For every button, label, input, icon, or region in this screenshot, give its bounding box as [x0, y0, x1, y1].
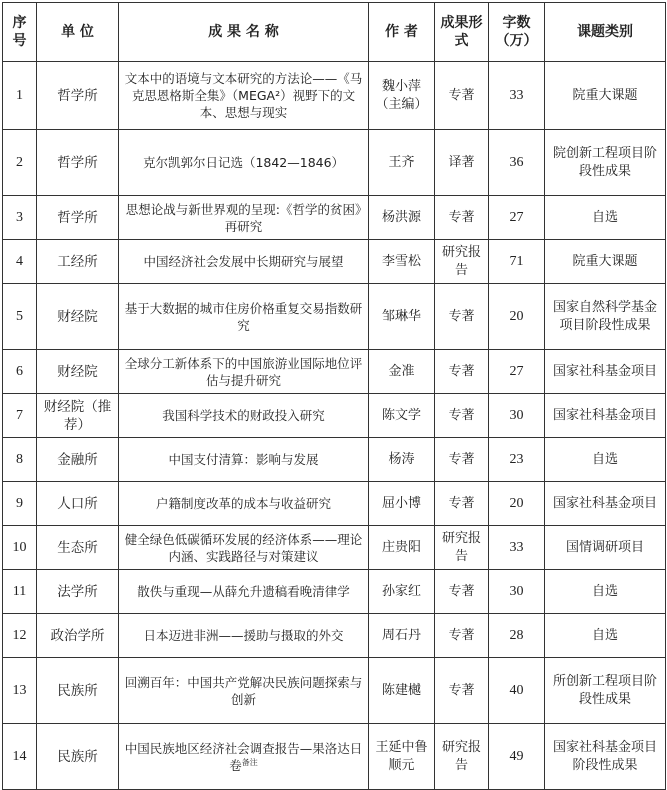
- row-author: 王延中鲁顺元: [369, 724, 435, 790]
- row-form: 译著: [435, 130, 489, 196]
- row-unit: 财经院: [37, 350, 119, 394]
- row-author: 杨洪源: [369, 196, 435, 240]
- row-title: 克尔凯郭尔日记选（1842—1846）: [119, 130, 369, 196]
- table-row: [3, 350, 666, 394]
- row-title: 我国科学技术的财政投入研究: [119, 394, 369, 438]
- row-number: 2: [3, 130, 37, 196]
- row-category: 院重大课题: [545, 62, 666, 130]
- row-category: 自选: [545, 196, 666, 240]
- row-number: 5: [3, 284, 37, 350]
- row-category: 自选: [545, 570, 666, 614]
- row-author: 杨涛: [369, 438, 435, 482]
- row-author: 孙家红: [369, 570, 435, 614]
- results-table: [2, 2, 666, 790]
- row-unit: 哲学所: [37, 196, 119, 240]
- row-form: 专著: [435, 62, 489, 130]
- row-number: 7: [3, 394, 37, 438]
- table-row: [3, 196, 666, 240]
- table-row: [3, 614, 666, 658]
- row-number: 9: [3, 482, 37, 526]
- header-unit: 单 位: [37, 3, 119, 62]
- table-row: [3, 724, 666, 790]
- row-category: 自选: [545, 614, 666, 658]
- row-title: 回溯百年：中国共产党解决民族问题探索与创新: [119, 658, 369, 724]
- table-row: [3, 438, 666, 482]
- row-unit: 金融所: [37, 438, 119, 482]
- row-unit: 生态所: [37, 526, 119, 570]
- row-words: 30: [489, 394, 545, 438]
- row-words: 71: [489, 240, 545, 284]
- row-unit: 工经所: [37, 240, 119, 284]
- row-words: 28: [489, 614, 545, 658]
- row-title: 基于大数据的城市住房价格重复交易指数研究: [119, 284, 369, 350]
- row-category: 国家社科基金项目: [545, 482, 666, 526]
- row-form: 研究报告: [435, 724, 489, 790]
- table-row: [3, 240, 666, 284]
- row-category: 国家自然科学基金项目阶段性成果: [545, 284, 666, 350]
- table-row: [3, 482, 666, 526]
- row-author: 金准: [369, 350, 435, 394]
- row-form: 专著: [435, 570, 489, 614]
- row-title: 健全绿色低碳循环发展的经济体系——理论内涵、实践路径与对策建议: [119, 526, 369, 570]
- row-number: 4: [3, 240, 37, 284]
- row-words: 49: [489, 724, 545, 790]
- table-row: [3, 130, 666, 196]
- row-number: 1: [3, 62, 37, 130]
- row-words: 40: [489, 658, 545, 724]
- row-author: 庄贵阳: [369, 526, 435, 570]
- table-row: [3, 658, 666, 724]
- row-category: 院重大课题: [545, 240, 666, 284]
- row-category: 国家社科基金项目阶段性成果: [545, 724, 666, 790]
- table-row: [3, 284, 666, 350]
- row-unit: 民族所: [37, 658, 119, 724]
- row-title: [119, 724, 369, 790]
- row-title: 中国经济社会发展中长期研究与展望: [119, 240, 369, 284]
- row-title: 户籍制度改革的成本与收益研究: [119, 482, 369, 526]
- row-author: 魏小萍（主编）: [369, 62, 435, 130]
- row-form: 研究报告: [435, 240, 489, 284]
- row-title: 全球分工新体系下的中国旅游业国际地位评估与提升研究: [119, 350, 369, 394]
- row-words: 20: [489, 284, 545, 350]
- row-number: 6: [3, 350, 37, 394]
- row-form: 专著: [435, 438, 489, 482]
- row-category: 所创新工程项目阶段性成果: [545, 658, 666, 724]
- row-unit: 财经院: [37, 284, 119, 350]
- header-form: 成果形式: [435, 3, 489, 62]
- row-number: 8: [3, 438, 37, 482]
- row-form: 专著: [435, 614, 489, 658]
- row-title: 中国支付清算：影响与发展: [119, 438, 369, 482]
- table-row: [3, 394, 666, 438]
- header-row: [3, 3, 666, 62]
- table-row: [3, 526, 666, 570]
- row-number: 3: [3, 196, 37, 240]
- row-author: 陈文学: [369, 394, 435, 438]
- row-unit: 法学所: [37, 570, 119, 614]
- row-category: 国家社科基金项目: [545, 394, 666, 438]
- row-words: 33: [489, 526, 545, 570]
- row-category: 自选: [545, 438, 666, 482]
- row-unit: 哲学所: [37, 130, 119, 196]
- row-form: 研究报告: [435, 526, 489, 570]
- table-row: [3, 62, 666, 130]
- row-number: 13: [3, 658, 37, 724]
- row-words: 36: [489, 130, 545, 196]
- row-category: 院创新工程项目阶段性成果: [545, 130, 666, 196]
- row-words: 27: [489, 196, 545, 240]
- row-category: 国情调研项目: [545, 526, 666, 570]
- table-row: [3, 570, 666, 614]
- row-title-text: 中国民族地区经济社会调查报告—果洛达日卷: [124, 740, 363, 773]
- row-unit: 政治学所: [37, 614, 119, 658]
- header-author: 作 者: [369, 3, 435, 62]
- row-author: 邹琳华: [369, 284, 435, 350]
- row-number: 10: [3, 526, 37, 570]
- row-title: 散佚与重现—从薛允升遗稿看晚清律学: [119, 570, 369, 614]
- row-words: 27: [489, 350, 545, 394]
- row-unit: 民族所: [37, 724, 119, 790]
- row-form: 专著: [435, 284, 489, 350]
- row-form: 专著: [435, 394, 489, 438]
- row-unit: 人口所: [37, 482, 119, 526]
- row-number: 14: [3, 724, 37, 790]
- row-author: 王齐: [369, 130, 435, 196]
- row-unit: 财经院（推荐）: [37, 394, 119, 438]
- row-author: 周石丹: [369, 614, 435, 658]
- row-author: 屈小博: [369, 482, 435, 526]
- header-title: 成 果 名 称: [119, 3, 369, 62]
- row-author: 陈建樾: [369, 658, 435, 724]
- row-title: 文本中的语境与文本研究的方法论——《马克思恩格斯全集》（MEGA²）视野下的文本、思想与现实: [119, 62, 369, 130]
- row-title: 思想论战与新世界观的呈现:《哲学的贫困》再研究: [119, 196, 369, 240]
- row-unit: 哲学所: [37, 62, 119, 130]
- row-title-note: 备注: [241, 757, 258, 767]
- row-title: 日本迈进非洲——援助与摄取的外交: [119, 614, 369, 658]
- row-words: 30: [489, 570, 545, 614]
- header-words: 字数（万）: [489, 3, 545, 62]
- row-words: 33: [489, 62, 545, 130]
- row-form: 专著: [435, 196, 489, 240]
- row-form: 专著: [435, 350, 489, 394]
- row-words: 23: [489, 438, 545, 482]
- row-form: 专著: [435, 482, 489, 526]
- row-number: 12: [3, 614, 37, 658]
- header-category: 课题类别: [545, 3, 666, 62]
- header-seq: 序号: [3, 3, 37, 62]
- row-form: 专著: [435, 658, 489, 724]
- row-author: 李雪松: [369, 240, 435, 284]
- row-words: 20: [489, 482, 545, 526]
- row-number: 11: [3, 570, 37, 614]
- row-category: 国家社科基金项目: [545, 350, 666, 394]
